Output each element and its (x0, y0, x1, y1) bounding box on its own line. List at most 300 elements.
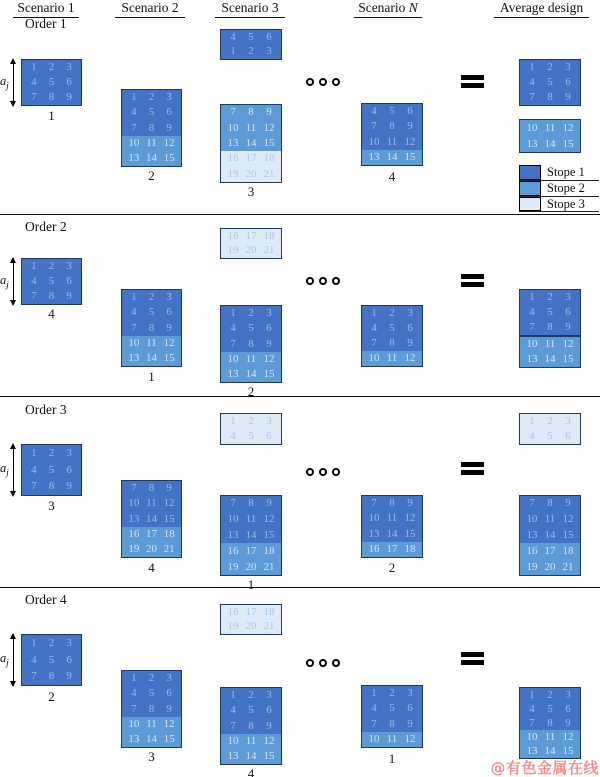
block-number-cell: 6 (66, 653, 72, 666)
stope-block-row (221, 496, 281, 512)
block-number-cell: 2 (148, 91, 155, 104)
block-number-cell: 9 (266, 497, 272, 510)
block-number-cell: 7 (230, 337, 236, 350)
equals-bar (461, 660, 484, 665)
block-number-cell: 8 (148, 702, 155, 715)
block-number-cell: 2 (547, 688, 553, 701)
order-label: Order 4 (25, 592, 67, 607)
dot-icon (332, 468, 340, 476)
block-number-cell: 14 (245, 137, 257, 150)
block-number-cell: 7 (371, 497, 377, 510)
block-number-cell: 4 (230, 322, 236, 335)
block-number-cell: 9 (166, 482, 172, 495)
order-label: Order 1 (25, 16, 67, 31)
stope-block (519, 119, 581, 153)
block-number-cell: 11 (544, 121, 556, 134)
block-number-cell: 3 (266, 415, 272, 427)
block-number-cell: 5 (547, 76, 553, 88)
block-number-cell: 9 (407, 337, 413, 349)
block-number-cell: 4 (529, 702, 535, 715)
stope-block-row (122, 151, 181, 166)
stope-block-row (520, 702, 580, 716)
stope-legend (519, 165, 599, 212)
stope-block-row (520, 414, 580, 429)
stope-block-row (221, 414, 281, 429)
header-text: Scenario 1 (17, 0, 75, 15)
block-number-cell: 8 (248, 337, 254, 350)
block-number-cell: 18 (263, 544, 275, 557)
stope-block-row (520, 429, 580, 444)
block-number-cell: 8 (389, 337, 395, 349)
header-text: Scenario (358, 0, 409, 15)
block-number-cell: 4 (31, 76, 37, 88)
stope-block-row (520, 90, 580, 105)
stope-block-row (520, 352, 580, 367)
stope-block-row (520, 320, 580, 335)
block-number-cell: 4 (529, 430, 535, 442)
stope-block-row (22, 652, 81, 669)
stope-block-row (221, 136, 281, 151)
block-number-cell: 9 (266, 106, 272, 119)
stope-block-row (362, 717, 422, 732)
block-number-cell: 8 (248, 106, 254, 119)
arrowhead-down-icon (10, 101, 16, 107)
stope-block (220, 104, 282, 183)
block-number-cell: 4 (31, 275, 37, 287)
block-number-cell: 15 (263, 137, 275, 150)
stope-block (361, 685, 423, 748)
block-number-cell: 12 (562, 121, 574, 134)
block-number-cell: 10 (227, 513, 239, 526)
block-number-cell: 13 (368, 150, 380, 163)
stope-block-row (221, 718, 281, 733)
stope-2-swatch-icon (519, 181, 541, 196)
block-number-cell: 12 (263, 352, 275, 365)
block-number-cell: 15 (263, 749, 275, 762)
block-number-cell: 16 (227, 544, 239, 557)
equals-bar (461, 462, 484, 467)
block-number-cell: 18 (163, 527, 175, 540)
block-number-cell: 4 (230, 30, 236, 43)
stope-block-row (221, 367, 281, 382)
equals-bar (461, 282, 484, 287)
block-number-cell: 18 (263, 605, 275, 618)
block-order-number-label: 3 (48, 498, 55, 513)
stope-block (220, 413, 282, 445)
header-text: Scenario 2 (121, 0, 179, 15)
equals-bar (461, 652, 484, 657)
block-number-cell: 10 (526, 338, 538, 350)
block-number-cell: 18 (263, 229, 275, 242)
stope-block-row (221, 528, 281, 544)
dot-icon (319, 659, 327, 667)
stope-block-row (221, 306, 281, 321)
stope-block-row (362, 496, 422, 511)
stope-block (220, 305, 282, 383)
block-number-cell: 21 (263, 620, 275, 633)
block-number-cell: 3 (66, 61, 72, 73)
block-order-number-label: 1 (48, 108, 55, 123)
block-number-cell: 10 (227, 121, 239, 134)
block-order-number-label: 3 (148, 749, 155, 764)
column-header-average-design (494, 0, 589, 18)
stope-1-swatch-icon (519, 165, 541, 180)
block-number-cell: 7 (529, 91, 535, 103)
block-number-cell: 7 (31, 290, 37, 302)
block-number-cell: 2 (148, 291, 155, 304)
block-number-cell: 12 (263, 121, 275, 134)
block-number-cell: 15 (562, 744, 574, 757)
aj-axis-arrow (13, 262, 14, 301)
block-number-cell: 13 (128, 351, 140, 364)
block-number-cell: 10 (227, 352, 239, 365)
dot-icon (306, 468, 314, 476)
block-number-cell: 14 (544, 353, 556, 365)
stope-block-row (122, 120, 181, 135)
equals-icon (461, 652, 484, 668)
block-number-cell: 9 (565, 91, 571, 103)
block-number-cell: 1 (31, 260, 37, 272)
aj-sub: j (6, 80, 9, 90)
block-number-cell: 4 (529, 306, 535, 318)
aj-axis-label (0, 74, 9, 91)
stope-block-row (520, 716, 580, 730)
block-number-cell: 1 (131, 91, 137, 104)
block-number-cell: 14 (146, 151, 157, 164)
block-number-cell: 15 (404, 527, 416, 540)
block-number-cell: 11 (245, 734, 257, 747)
dot-icon (306, 277, 314, 285)
block-order-number-label: 2 (247, 384, 255, 399)
block-number-cell: 12 (562, 513, 574, 526)
block-number-cell: 8 (148, 121, 155, 134)
block-number-cell: 6 (565, 76, 571, 88)
stope-block-row (221, 336, 281, 351)
legend-row (519, 181, 599, 197)
stope-block-row (520, 75, 580, 90)
block-number-cell: 2 (547, 61, 553, 73)
block-number-cell: 14 (245, 528, 257, 541)
equals-icon (461, 462, 484, 478)
arrowhead-down-icon (10, 491, 16, 497)
block-number-cell: 11 (386, 135, 398, 148)
stope-block-row (221, 749, 281, 764)
stope-block-row (122, 290, 181, 305)
block-number-cell: 19 (227, 620, 239, 633)
block-number-cell: 5 (547, 306, 553, 318)
stope-block (361, 103, 423, 166)
stope-block-row (362, 336, 422, 351)
stope-block (21, 59, 82, 106)
stope-block-row (122, 336, 181, 351)
legend-label: Stope 1 (547, 165, 585, 179)
stope-block (220, 687, 282, 765)
block-number-cell: 10 (128, 717, 140, 730)
aj-axis-arrow (13, 638, 14, 682)
block-number-cell: 11 (245, 352, 257, 365)
aj-axis-label (0, 461, 9, 478)
block-number-cell: 19 (128, 542, 140, 555)
block-number-cell: 6 (565, 430, 571, 442)
stope-block-row (22, 60, 81, 75)
arrowhead-down-icon (10, 300, 16, 306)
stope-block-row (221, 105, 281, 120)
block-number-cell: 9 (565, 716, 571, 729)
stope-block-row (221, 120, 281, 135)
block-number-cell: 2 (547, 291, 553, 303)
block-number-cell: 20 (146, 542, 157, 555)
block-number-cell: 8 (547, 716, 553, 729)
block-number-cell: 7 (131, 702, 137, 715)
block-number-cell: 11 (386, 512, 398, 525)
block-number-cell: 8 (248, 497, 254, 510)
block-number-cell: 7 (529, 716, 535, 729)
stope-block (121, 670, 182, 748)
block-number-cell: 7 (371, 717, 377, 730)
stope-block-row (22, 635, 81, 652)
block-number-cell: 14 (245, 749, 257, 762)
block-number-cell: 9 (166, 702, 172, 715)
block-number-cell: 11 (245, 513, 257, 526)
block-number-cell: 14 (146, 512, 157, 525)
block-number-cell: 1 (131, 672, 137, 685)
stope-block-row (221, 151, 281, 166)
stope-block (519, 336, 581, 368)
block-number-cell: 8 (48, 670, 55, 683)
arrowhead-down-icon (10, 681, 16, 687)
block-number-cell: 10 (227, 734, 239, 747)
stope-block-row (221, 167, 281, 182)
block-number-cell: 13 (227, 749, 239, 762)
stope-block-row (22, 90, 81, 105)
block-number-cell: 1 (230, 45, 236, 58)
block-number-cell: 14 (245, 367, 257, 380)
block-number-cell: 5 (248, 30, 254, 43)
block-number-cell: 17 (245, 152, 257, 165)
block-number-cell: 6 (565, 306, 571, 318)
stope-block-row (520, 512, 580, 528)
block-number-cell: 6 (266, 322, 272, 335)
block-number-cell: 1 (31, 446, 37, 459)
equals-bar (461, 470, 484, 475)
stope-block-row (221, 30, 281, 45)
block-number-cell: 9 (66, 480, 72, 493)
block-number-cell: 12 (163, 497, 175, 510)
block-number-cell: 6 (266, 704, 272, 717)
block-number-cell: 9 (66, 670, 72, 683)
block-number-cell: 2 (248, 307, 254, 320)
block-number-cell: 8 (248, 719, 254, 732)
order-separator-line (0, 214, 600, 215)
block-number-cell: 8 (148, 321, 155, 334)
block-number-cell: 3 (66, 446, 72, 459)
stope-block-row (22, 462, 81, 479)
block-number-cell: 1 (230, 307, 236, 320)
aj-sub: j (6, 657, 9, 668)
block-number-cell: 8 (389, 120, 395, 133)
order-label: Order 3 (25, 402, 67, 417)
stope-block-row (122, 686, 181, 701)
block-number-cell: 17 (544, 544, 556, 557)
block-number-cell: 9 (66, 91, 72, 103)
stope-block-row (362, 104, 422, 119)
block-number-cell: 18 (404, 542, 416, 555)
block-number-cell: 4 (371, 322, 377, 334)
block-number-cell: 5 (389, 702, 395, 715)
stope-block-row (22, 445, 81, 462)
order-separator-line (0, 587, 600, 588)
block-number-cell: 10 (526, 730, 538, 743)
block-number-cell: 3 (407, 307, 413, 319)
block-number-cell: 14 (386, 527, 398, 540)
block-number-cell: 12 (263, 734, 275, 747)
aj-axis-arrow (13, 448, 14, 492)
dot-icon (332, 277, 340, 285)
stope-block-row (122, 732, 181, 747)
block-number-cell: 17 (386, 542, 398, 555)
dot-icon (319, 277, 327, 285)
block-number-cell: 2 (48, 260, 55, 272)
dot-icon (332, 659, 340, 667)
block-number-cell: 5 (389, 105, 395, 118)
dot-icon (306, 659, 314, 667)
block-number-cell: 21 (263, 560, 275, 573)
ellipsis-dots-icon (306, 277, 340, 285)
block-number-cell: 9 (407, 120, 413, 133)
block-number-cell: 14 (544, 137, 556, 150)
block-number-cell: 9 (565, 321, 571, 333)
block-number-cell: 12 (163, 136, 175, 149)
block-number-cell: 4 (230, 430, 236, 442)
stope-block-row (362, 351, 422, 366)
block-number-cell: 19 (526, 560, 538, 573)
block-number-cell: 7 (131, 482, 137, 495)
stope-block-row (362, 732, 422, 747)
block-number-cell: 14 (146, 732, 157, 745)
stope-block-row (122, 305, 181, 320)
block-number-cell: 20 (544, 560, 556, 573)
equals-icon (461, 274, 484, 290)
block-number-cell: 2 (248, 45, 254, 58)
stope-block-row (221, 543, 281, 559)
stope-block-row (22, 289, 81, 304)
aj-base: a (0, 73, 7, 88)
stope-block-row (122, 481, 181, 496)
block-number-cell: 2 (48, 446, 55, 459)
stope-block-row (22, 668, 81, 685)
legend-label: Stope 2 (547, 180, 585, 195)
block-number-cell: 8 (547, 91, 553, 103)
block-number-cell: 12 (562, 730, 574, 743)
block-number-cell: 5 (148, 687, 155, 700)
order-label: Order 2 (25, 219, 67, 234)
legend-row (519, 165, 599, 181)
stope-block-row (221, 734, 281, 749)
stope-block-row (221, 512, 281, 528)
block-number-cell: 8 (389, 717, 395, 730)
block-number-cell: 10 (128, 136, 140, 149)
stope-block-row (520, 60, 580, 75)
block-number-cell: 7 (529, 497, 535, 510)
block-number-cell: 1 (371, 307, 377, 319)
block-number-cell: 8 (389, 497, 395, 510)
equals-bar (461, 274, 484, 279)
stope-block-row (122, 105, 181, 120)
stope-block-row (22, 478, 81, 495)
block-number-cell: 6 (66, 463, 72, 476)
block-number-cell: 18 (562, 544, 574, 557)
block-number-cell: 7 (230, 497, 236, 510)
block-number-cell: 4 (529, 76, 535, 88)
block-number-cell: 2 (48, 636, 55, 649)
block-number-cell: 11 (146, 336, 157, 349)
block-number-cell: 14 (146, 351, 157, 364)
stope-block (220, 495, 282, 576)
block-number-cell: 1 (529, 61, 535, 73)
stope-block-row (221, 45, 281, 60)
block-number-cell: 6 (266, 430, 272, 442)
block-number-cell: 13 (526, 744, 538, 757)
block-number-cell: 10 (526, 513, 538, 526)
block-order-number-label: 1 (247, 577, 255, 592)
block-number-cell: 2 (547, 415, 553, 427)
watermark-text: @有色金属在线 (490, 759, 599, 777)
column-header-scenario-3 (215, 0, 285, 18)
stope-block-row (221, 605, 281, 620)
block-number-cell: 13 (128, 732, 140, 745)
stope-block (519, 413, 581, 445)
block-number-cell: 21 (263, 167, 275, 180)
block-number-cell: 3 (166, 291, 172, 304)
block-number-cell: 9 (66, 290, 72, 302)
dot-icon (306, 78, 314, 86)
ellipsis-dots-icon (306, 78, 340, 86)
aj-base: a (0, 272, 7, 287)
stope-block-row (221, 244, 281, 259)
block-number-cell: 3 (266, 689, 272, 702)
stope-block (220, 228, 282, 259)
block-number-cell: 10 (368, 352, 380, 364)
dot-icon (319, 468, 327, 476)
equals-icon (461, 75, 484, 91)
aj-sub: j (6, 279, 9, 289)
stope-block-row (122, 320, 181, 335)
block-number-cell: 6 (66, 275, 72, 287)
block-number-cell: 13 (128, 151, 140, 164)
block-number-cell: 2 (248, 415, 254, 427)
block-number-cell: 10 (368, 512, 380, 525)
stope-block-row (520, 337, 580, 352)
dot-icon (332, 78, 340, 86)
header-text: Average design (499, 0, 584, 15)
block-number-cell: 8 (48, 91, 55, 103)
block-number-cell: 3 (565, 415, 571, 427)
block-number-cell: 3 (565, 688, 571, 701)
stope-block-row (221, 559, 281, 575)
stope-block (220, 29, 282, 60)
block-number-cell: 1 (31, 636, 37, 649)
stope-block-row (221, 321, 281, 336)
block-number-cell: 6 (266, 30, 272, 43)
block-number-cell: 2 (389, 687, 395, 700)
block-number-cell: 4 (371, 702, 377, 715)
block-number-cell: 1 (371, 687, 377, 700)
block-number-cell: 13 (526, 528, 538, 541)
block-number-cell: 19 (227, 167, 239, 180)
aj-axis-label (0, 273, 9, 290)
block-order-number-label: 1 (388, 751, 396, 766)
block-number-cell: 12 (404, 512, 416, 525)
